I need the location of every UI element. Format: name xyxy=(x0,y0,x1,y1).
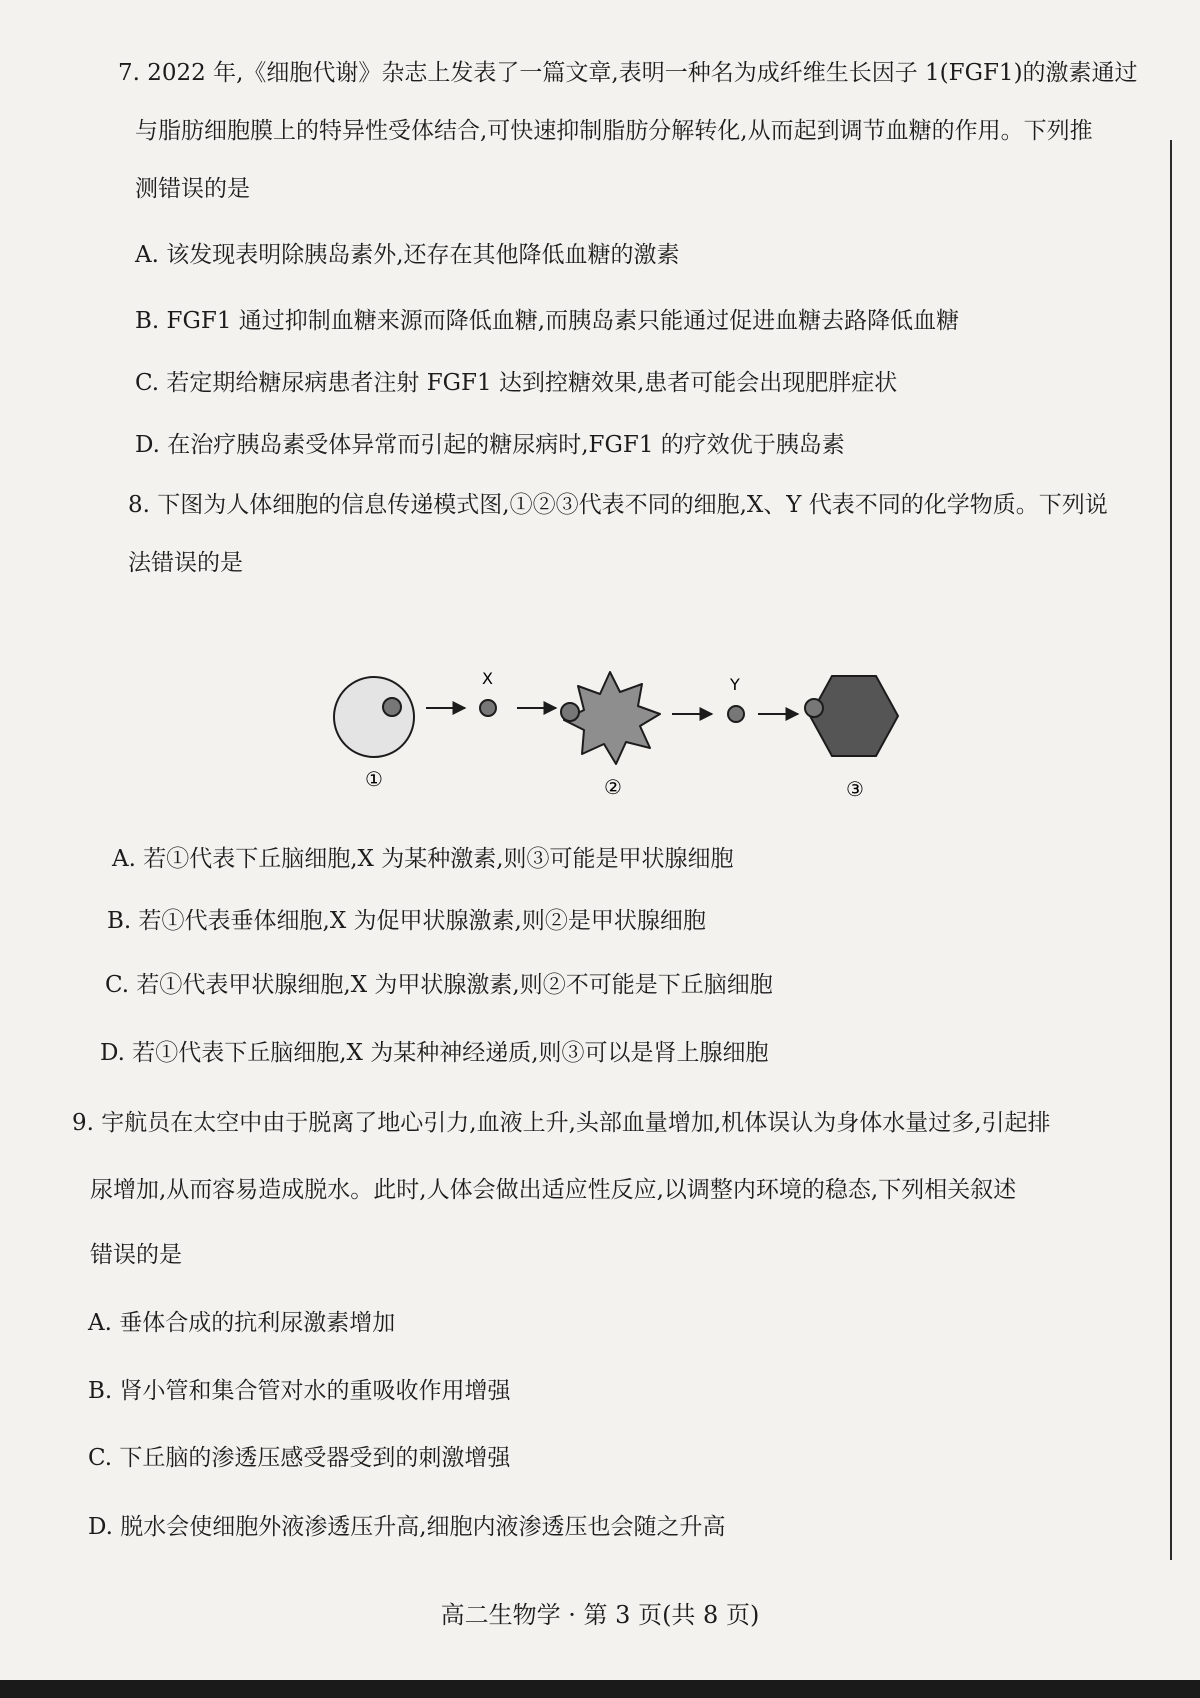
cell-3-molecule xyxy=(805,699,823,717)
q9-option-b: B. 肾小管和集合管对水的重吸收作用增强 xyxy=(88,1378,511,1404)
q7-option-a: A. 该发现表明除胰岛素外,还存在其他降低血糖的激素 xyxy=(135,242,680,268)
q8-stem-line-2: 法错误的是 xyxy=(128,550,243,576)
page-edge-rule xyxy=(1170,140,1172,1560)
q7-option-c: C. 若定期给糖尿病患者注射 FGF1 达到控糖效果,患者可能会出现肥胖症状 xyxy=(135,370,898,396)
q9-stem-line-2: 尿增加,从而容易造成脱水。此时,人体会做出适应性反应,以调整内环境的稳态,下列相关叙述 xyxy=(90,1177,1017,1203)
q7-stem-line-3: 测错误的是 xyxy=(135,176,250,202)
q8-stem-line-1: 8. 下图为人体细胞的信息传递模式图,①②③代表不同的细胞,X、Y 代表不同的化学物质。下列说 xyxy=(128,492,1108,518)
scan-bottom-edge xyxy=(0,1680,1200,1698)
q9-stem-line-3: 错误的是 xyxy=(90,1242,182,1268)
q7-option-d: D. 在治疗胰岛素受体异常而引起的糖尿病时,FGF1 的疗效优于胰岛素 xyxy=(135,432,845,458)
q8-option-d: D. 若①代表下丘脑细胞,X 为某种神经递质,则③可以是肾上腺细胞 xyxy=(100,1040,769,1066)
q7-option-b: B. FGF1 通过抑制血糖来源而降低血糖,而胰岛素只能通过促进血糖去路降低血糖 xyxy=(135,308,960,334)
cell-1-shape xyxy=(334,677,414,757)
molecule-x xyxy=(480,700,496,716)
q7-stem-line-2: 与脂肪细胞膜上的特异性受体结合,可快速抑制脂肪分解转化,从而起到调节血糖的作用。下列推 xyxy=(135,118,1093,144)
q9-option-d: D. 脱水会使细胞外液渗透压升高,细胞内液渗透压也会随之升高 xyxy=(88,1514,726,1540)
q7-stem-line-1: 7. 2022 年,《细胞代谢》杂志上发表了一篇文章,表明一种名为成纤维生长因子 1(FGF1)的激素通过 xyxy=(118,60,1138,86)
label-cell-1: ① xyxy=(365,767,383,791)
q8-option-b: B. 若①代表垂体细胞,X 为促甲状腺激素,则②是甲状腺细胞 xyxy=(107,908,706,934)
label-y: Y xyxy=(730,675,740,694)
label-cell-2: ② xyxy=(604,775,622,799)
q9-stem-line-1: 9. 宇航员在太空中由于脱离了地心引力,血液上升,头部血量增加,机体误认为身体水量过多,引起排 xyxy=(72,1110,1051,1136)
cell-2-molecule xyxy=(561,703,579,721)
q9-option-a: A. 垂体合成的抗利尿激素增加 xyxy=(88,1310,396,1336)
q8-option-a: A. 若①代表下丘脑细胞,X 为某种激素,则③可能是甲状腺细胞 xyxy=(112,846,734,872)
cell-signaling-diagram xyxy=(320,660,920,810)
cell-2-shape xyxy=(564,672,660,764)
molecule-y xyxy=(728,706,744,722)
diagram-svg xyxy=(320,660,920,810)
q9-option-c: C. 下丘脑的渗透压感受器受到的刺激增强 xyxy=(88,1445,511,1471)
cell-3-shape xyxy=(810,676,898,756)
cell-1-molecule xyxy=(383,698,401,716)
label-x: X xyxy=(482,669,493,688)
label-cell-3: ③ xyxy=(846,777,864,801)
q8-option-c: C. 若①代表甲状腺细胞,X 为甲状腺激素,则②不可能是下丘脑细胞 xyxy=(105,972,773,998)
page-footer: 高二生物学 · 第 3 页(共 8 页) xyxy=(440,1601,760,1629)
